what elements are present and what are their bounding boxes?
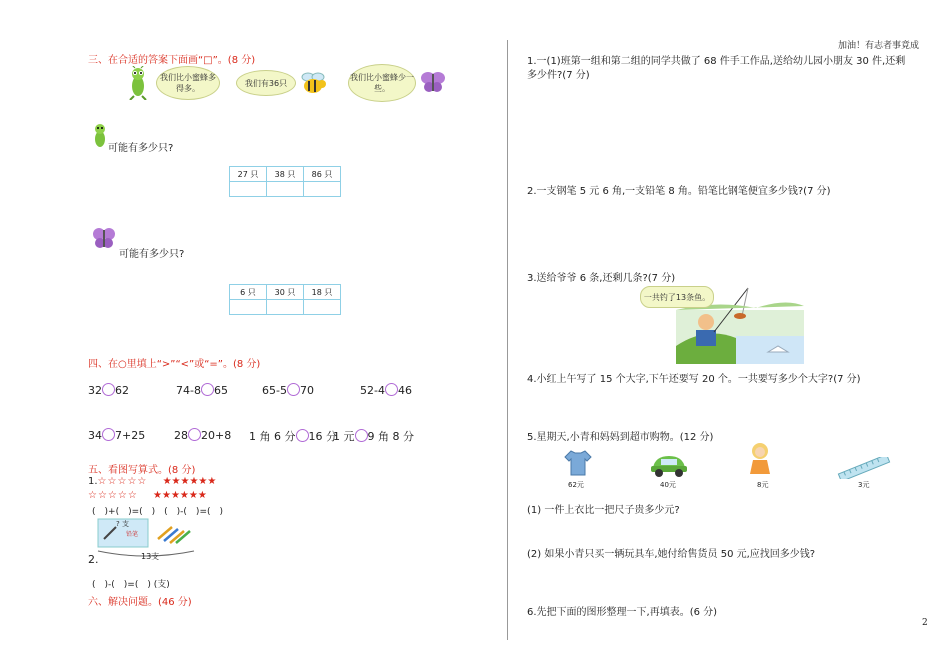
answer-box[interactable] <box>230 182 267 197</box>
solid-stars: ★★★★★★ <box>162 476 217 487</box>
stars-row-2 <box>88 490 207 501</box>
table-cell: 27 只 <box>230 167 267 182</box>
section5-title: 五、看图写算式。(8 分) <box>88 465 196 476</box>
answer-box[interactable] <box>230 300 267 315</box>
column-divider <box>507 40 508 640</box>
butterfly-icon <box>420 70 446 94</box>
stars-row-1 <box>88 476 216 487</box>
compare-circle[interactable] <box>287 383 300 396</box>
problem-1: 1.一(1)班第一组和第二组的同学共做了 68 件手工作品,送给幼儿园小朋友 30 件,还剩 <box>527 56 906 67</box>
section3-title: 三、在合适的答案下面画“□”。(8 分) <box>88 55 256 66</box>
problem-2: 2.一支钢笔 5 元 6 角,一支铅笔 8 角。铅笔比钢笔便宜多少钱?(7 分) <box>527 186 831 197</box>
compare-circle[interactable] <box>296 429 309 442</box>
problem-5-part-1: (1) 一件上衣比一把尺子贵多少元? <box>527 505 680 516</box>
price-shirt: 62元 <box>568 481 584 489</box>
problem-5-part-2: (2) 如果小青只买一辆玩具车,她付给售货员 50 元,应找回多少钱? <box>527 549 816 560</box>
outline-stars: ☆☆☆☆☆ <box>88 490 138 501</box>
compare-circle[interactable] <box>102 383 115 396</box>
compare-circle[interactable] <box>355 429 368 442</box>
box-subtitle: 铅笔 <box>126 531 139 538</box>
compare-item: 28 20+8 <box>174 429 232 442</box>
compare-item: 74-8 65 <box>176 384 228 397</box>
compare-item: 1 角 6 分 16 分 <box>249 430 337 443</box>
problem-4: 4.小红上午写了 15 个大字,下午还要写 20 个。一共要写多少个大字?(7 分) <box>527 374 861 385</box>
ruler-icon <box>836 457 892 479</box>
question-grasshopper: 可能有多少只? <box>108 143 174 154</box>
problem-6: 6.先把下面的图形整理一下,再填表。(6 分) <box>527 607 718 618</box>
header-motto: 加油！有志者事竟成 <box>838 41 920 51</box>
compare-item: 1 元 9 角 8 分 <box>333 430 414 443</box>
shirt-icon <box>563 449 593 477</box>
price-doll: 8元 <box>757 481 769 489</box>
problem-5: 5.星期天,小青和妈妈到超市购物。(12 分) <box>527 432 714 443</box>
compare-circle[interactable] <box>201 383 214 396</box>
section6-title: 六、解决问题。(46 分) <box>88 597 192 608</box>
answer-box[interactable] <box>304 300 341 315</box>
equation-1: ( )+( )=( ) ( )-( )=( ) <box>92 507 224 517</box>
table-cell: 6 只 <box>230 285 267 300</box>
answer-box[interactable] <box>267 182 304 197</box>
bee-icon <box>298 70 328 96</box>
total-label: 13支 <box>141 552 160 561</box>
speech-bubble-fisher: 一共钓了13条鱼。 <box>640 286 714 308</box>
problem-3: 3.送给爷爷 6 条,还剩几条?(7 分) <box>527 273 676 284</box>
question-butterfly: 可能有多少只? <box>119 249 185 260</box>
price-ruler: 3元 <box>858 481 870 489</box>
answer-table-2 <box>229 284 341 315</box>
compare-item: 34 7+25 <box>88 429 146 442</box>
item-label: 2. <box>88 553 99 566</box>
speech-bubble-butterfly: 我们比小蜜蜂少一些。 <box>348 64 416 102</box>
solid-stars: ★★★★★★ <box>153 490 207 501</box>
doll-icon <box>746 442 774 478</box>
compare-item: 52-4 46 <box>360 384 412 397</box>
table-cell: 30 只 <box>267 285 304 300</box>
butterfly-icon <box>92 226 116 250</box>
compare-circle[interactable] <box>102 428 115 441</box>
table-cell: 38 只 <box>267 167 304 182</box>
page-number: 2 <box>922 618 928 628</box>
item-label: 1. <box>88 476 98 487</box>
box-question: ? 支 <box>116 520 129 528</box>
problem-1-continued: 多少件?(7 分) <box>527 70 590 81</box>
compare-circle[interactable] <box>188 428 201 441</box>
table-cell: 86 只 <box>304 167 341 182</box>
speech-bubble-bee: 我们有36只 <box>236 70 296 96</box>
price-car: 40元 <box>660 481 676 489</box>
table-cell: 18 只 <box>304 285 341 300</box>
section4-title: 四、在○里填上“>”“<”或“=”。(8 分) <box>88 359 261 370</box>
answer-box[interactable] <box>304 182 341 197</box>
speech-bubble-grasshopper: 我们比小蜜蜂多得多。 <box>156 66 220 100</box>
compare-circle[interactable] <box>385 383 398 396</box>
answer-table-1 <box>229 166 341 197</box>
grasshopper-icon <box>124 66 152 100</box>
compare-item: 65-5 70 <box>262 384 314 397</box>
answer-box[interactable] <box>267 300 304 315</box>
toy-car-icon <box>649 452 689 478</box>
compare-item: 32 62 <box>88 384 129 397</box>
equation-2: ( )-( )=( ) (支) <box>92 580 170 590</box>
outline-stars: ☆☆☆☆☆ <box>97 476 148 487</box>
